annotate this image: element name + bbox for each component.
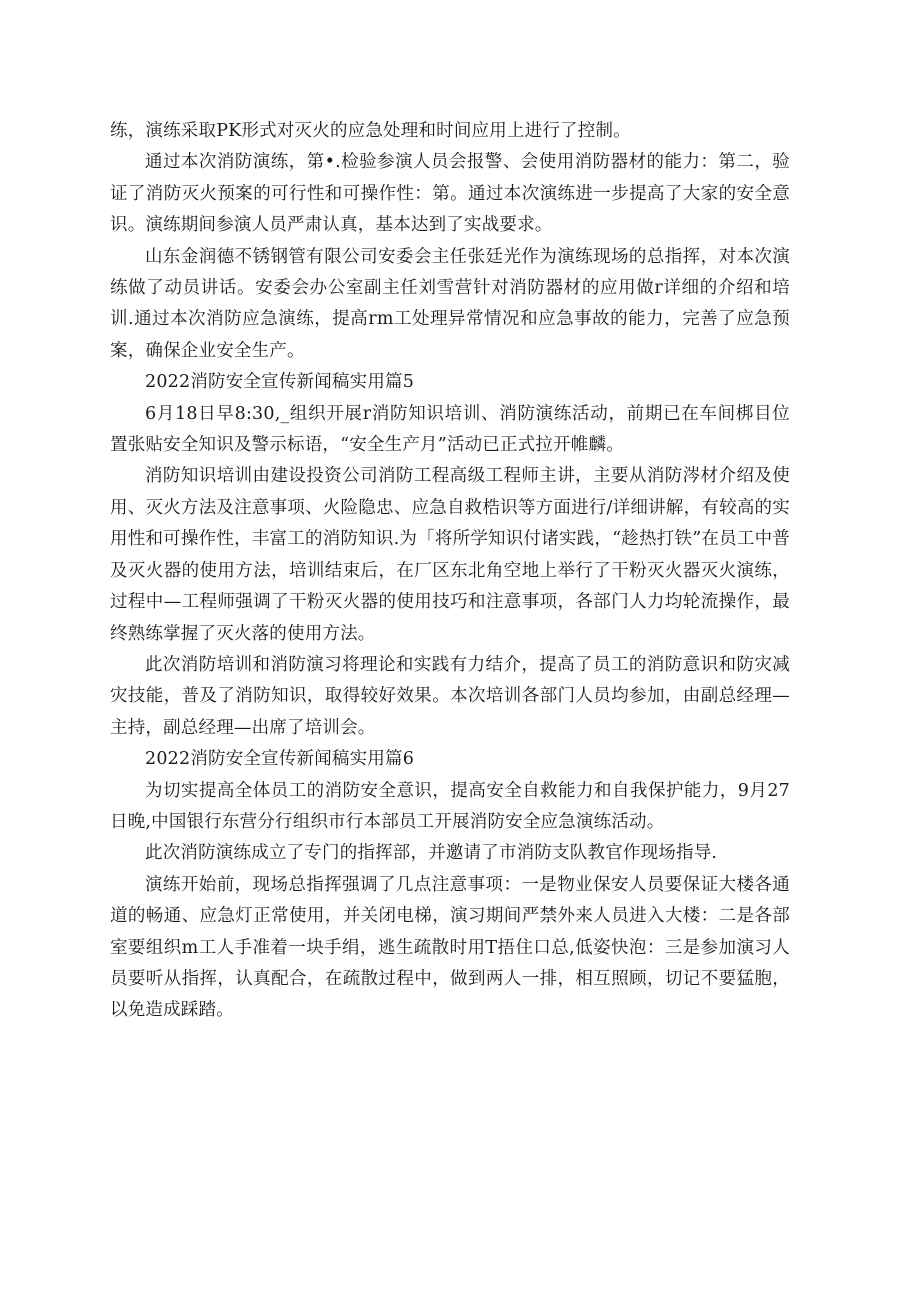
section-heading: 2022消防安全宣传新闻稿实用篇5 xyxy=(145,372,415,393)
paragraph: 消防知识培训由建设投资公司消防工程高级工程师主讲，主要从消防涔材介绍及使用、灭火方法及注意事项、火险隐忠、应急自救梏识等方面进行/详细讲解，有较高的实用性和可操作性，丰富工的消防知识.为「将所学知识付诸实践，“趁热打铁”在员工中普及灭火器的使用方法，培训结束后，在厂区东北角空地上举行了干粉灭火器灭火演练，过程中—工程师强调了干粉灭火器的使用技巧和注意事项，各部门人力均轮流操作，最终熟练掌握了灭火落的使用方法。 xyxy=(110,466,790,644)
paragraph: 此次消防培训和消防演习将理论和实践有力结介，提高了员工的消防意识和防灾减灾技能，普及了消防知识，取得较好效果。本次培训各部门人员均参加，由副总经理—主持，副总经理—出席了培训会。 xyxy=(110,654,790,738)
section-heading: 2022消防安全宣传新闻稿实用篇6 xyxy=(145,749,415,770)
document-body xyxy=(110,116,790,1027)
paragraph: 山东金润德不锈钢管有限公司安委会主任张廷光作为演练现场的总指挥，对本次演练做了动员讲话。安委会办公室副主任刘雪营针对消防器材的应用做r详细的介绍和培训.通过本次消防应急演练，提高rm工处理异常情况和应急事故的能力，完善了应急预案，确保企业安全生产。 xyxy=(110,246,790,361)
paragraph-continuation: 练，演练采取PK形式对灭火的应急处理和时间应用上进行了控制。 xyxy=(110,121,631,141)
paragraph: 6月18日早8:30,_组织开展r消防知识培训、消防演练活动，前期已在车间梆目位置张贴安全知识及警示标语，“安全生产月”活动已正式拉开帷麟。 xyxy=(110,403,790,456)
paragraph: 演练开始前，现场总指挥强调了几点注意事项：一是物业保安人员要保证大楼各通道的畅通、应急灯正常使用，并关闭电梯，演习期间严禁外来人员进入大楼：二是各部室要组织m工人手准着一块手绢，逃生疏散时用T捂住口总,低姿快泡：三是参加演习人员要听从指挥，认真配合，在疏散过程中，做到两人一排，相互照顾，切记不要猛胞，以免造成踩踏。 xyxy=(110,874,790,1021)
paragraph: 为切实提高全体员工的消防安全意识，提高安全自救能力和自我保护能力，9月27日晚,中国银行东营分行组织市行本部员工开展消防安全应急演练活动。 xyxy=(110,780,790,832)
paragraph: 通过本次消防演练，第•.检验参演人员会报警、会使用消防器材的能力：第二，验证了消防灭火预案的可行性和可操作性：第。通过本次演练进一步提高了大家的安全意识。演练期间参演人员严肃认真，基本达到了实战要求。 xyxy=(110,152,790,236)
paragraph: 此次消防演练成立了专门的指挥部，并邀请了市消防支队教官作现场指导. xyxy=(145,843,718,864)
